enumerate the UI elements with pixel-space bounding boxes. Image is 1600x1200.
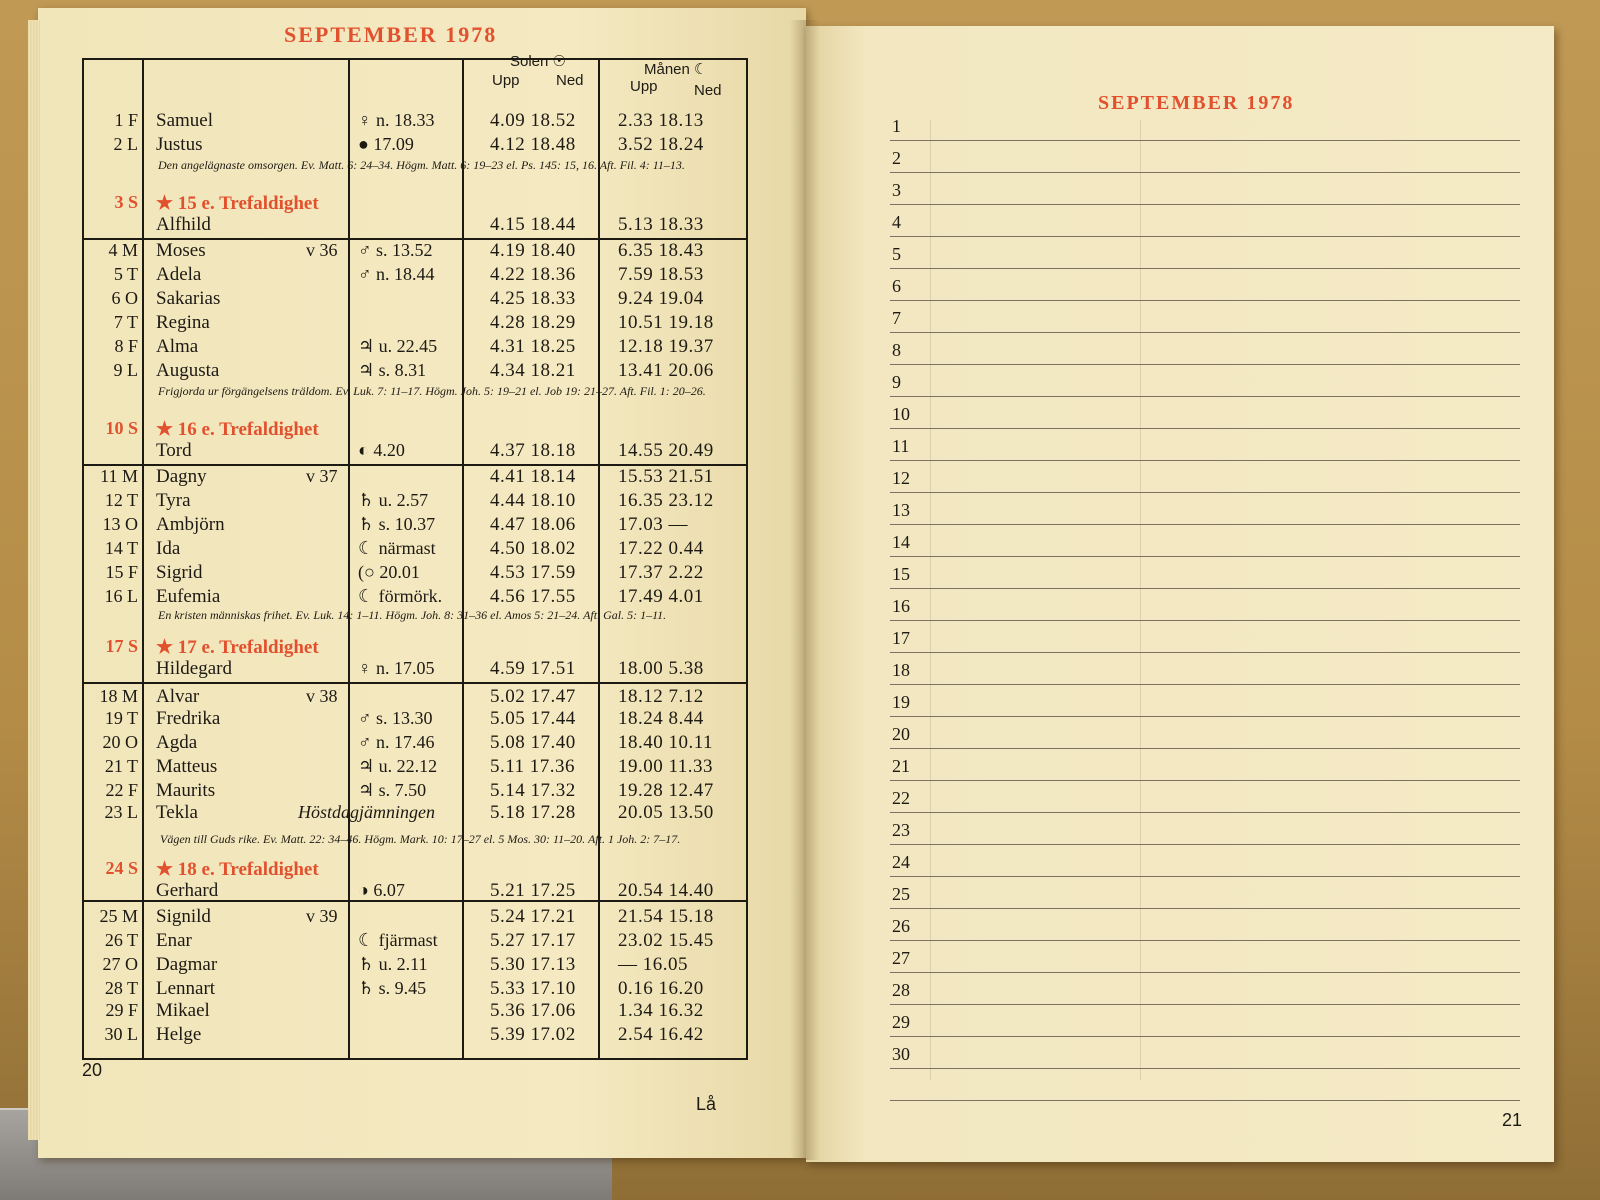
- note-line: [890, 1100, 1520, 1101]
- day-number: 16: [892, 596, 910, 616]
- day-label: 26 T: [104, 930, 138, 950]
- note-line: [890, 716, 1520, 717]
- day-label: 8 F: [114, 336, 138, 356]
- moon-times: 7.59 18.53: [618, 264, 704, 285]
- col-divider: [462, 60, 464, 1058]
- note-line: [890, 428, 1520, 429]
- week-divider: [84, 682, 746, 684]
- sunday-title: ★ 17 e. Trefaldighet: [156, 637, 319, 658]
- day-number: 2: [892, 148, 901, 168]
- note-line: [890, 684, 1520, 685]
- sun-times: 4.28 18.29: [490, 312, 576, 333]
- name-day: Enar: [156, 930, 192, 951]
- day-number: 27: [892, 948, 910, 968]
- astronomical-event: ♂ n. 17.46: [358, 732, 435, 752]
- note-line: [890, 940, 1520, 941]
- moon-times: 17.49 4.01: [618, 586, 704, 607]
- day-number: 1: [892, 116, 901, 136]
- moon-times: 16.35 23.12: [618, 490, 714, 511]
- sun-times: 4.34 18.21: [490, 360, 576, 381]
- note-line: [890, 780, 1520, 781]
- day-label: 24 S: [105, 858, 138, 878]
- moon-times: 3.52 18.24: [618, 134, 704, 155]
- sun-times: 4.19 18.40: [490, 240, 576, 261]
- sun-times: 5.05 17.44: [490, 708, 576, 729]
- day-label: 28 T: [104, 978, 138, 998]
- day-label: 27 O: [102, 954, 138, 974]
- day-label: 15 F: [105, 562, 138, 582]
- week-note: En kristen människas frihet. Ev. Luk. 14: 1–11. Högm. Joh. 8: 31–36 el. Amos 5: 21–24. Aft. Gal. 5: 1–11.: [158, 608, 667, 622]
- name-day: Signild: [156, 906, 211, 927]
- astronomical-event: ☾ närmast: [358, 538, 436, 558]
- day-label: 7 T: [113, 312, 138, 332]
- sun-times: 4.56 17.55: [490, 586, 576, 607]
- moon-times: 0.16 16.20: [618, 978, 704, 999]
- note-line: [890, 972, 1520, 973]
- astronomical-event: ♂ s. 13.30: [358, 708, 433, 728]
- name-day: Maurits: [156, 780, 216, 801]
- sun-times: 5.30 17.13: [490, 954, 576, 975]
- moon-times: 18.24 8.44: [618, 708, 704, 729]
- name-day: Mikael: [156, 1000, 210, 1021]
- day-label: 5 T: [113, 264, 138, 284]
- day-number: 17: [892, 628, 910, 648]
- moon-times: 17.37 2.22: [618, 562, 704, 583]
- day-number: 21: [892, 756, 910, 776]
- moon-times: 20.54 14.40: [618, 880, 714, 901]
- week-number: v 38: [306, 686, 338, 706]
- astronomical-event: ● 17.09: [358, 134, 414, 154]
- moon-header: Månen ☾: [644, 61, 708, 78]
- day-label: 6 O: [111, 288, 138, 308]
- astronomical-event: ☾ fjärmast: [358, 930, 438, 950]
- astronomical-event: ♂ s. 13.52: [358, 240, 433, 260]
- day-label: 10 S: [105, 418, 138, 438]
- note-line: [890, 652, 1520, 653]
- name-day: Samuel: [156, 110, 213, 131]
- page-number-left: 20: [82, 1060, 103, 1080]
- sun-rise-header: Upp: [492, 72, 520, 89]
- day-label: 16 L: [104, 586, 138, 606]
- sun-times: 4.25 18.33: [490, 288, 576, 309]
- sun-times: 5.36 17.06: [490, 1000, 576, 1021]
- day-number: 29: [892, 1012, 910, 1032]
- day-number: 24: [892, 852, 910, 872]
- moon-times: 21.54 15.18: [618, 906, 714, 927]
- name-day: Gerhard: [156, 880, 219, 901]
- name-day: Sakarias: [156, 288, 221, 309]
- astronomical-event: ☾ förmörk.: [358, 586, 443, 606]
- name-day: Sigrid: [156, 562, 203, 583]
- day-number: 5: [892, 244, 901, 264]
- sun-times: 4.59 17.51: [490, 658, 576, 679]
- sun-times: 4.15 18.44: [490, 214, 576, 235]
- note-line: [890, 300, 1520, 301]
- name-day: Regina: [156, 312, 210, 333]
- moon-times: 10.51 19.18: [618, 312, 714, 333]
- day-label: 9 L: [113, 360, 138, 380]
- faint-column-line: [1140, 120, 1141, 1080]
- week-number: v 36: [306, 240, 338, 260]
- sun-times: 5.21 17.25: [490, 880, 576, 901]
- name-day: Tord: [156, 440, 192, 461]
- day-number: 3: [892, 180, 901, 200]
- day-number: 22: [892, 788, 910, 808]
- moon-times: 17.03 —: [618, 514, 688, 535]
- name-day: Justus: [156, 134, 203, 155]
- moon-times: 14.55 20.49: [618, 440, 714, 461]
- note-line: [890, 268, 1520, 269]
- name-day: Dagny: [156, 466, 207, 487]
- day-number: 19: [892, 692, 910, 712]
- sun-times: 5.02 17.47: [490, 686, 576, 707]
- name-day: Adela: [156, 264, 202, 285]
- astronomical-event: ♄ u. 2.57: [358, 490, 429, 510]
- sun-set-header: Ned: [556, 72, 584, 89]
- day-number: 14: [892, 532, 910, 552]
- left-page-title: SEPTEMBER 1978: [284, 22, 498, 47]
- sun-times: 4.22 18.36: [490, 264, 576, 285]
- day-number: 7: [892, 308, 901, 328]
- astronomical-event: (○ 20.01: [358, 562, 420, 582]
- book-spine: [790, 20, 820, 1160]
- day-label: 1 F: [114, 110, 138, 130]
- name-day: Helge: [156, 1024, 202, 1045]
- name-day: Tyra: [156, 490, 191, 511]
- name-day: Alma: [156, 336, 199, 357]
- moon-times: 23.02 15.45: [618, 930, 714, 951]
- sun-times: 4.31 18.25: [490, 336, 576, 357]
- moon-times: 6.35 18.43: [618, 240, 704, 261]
- name-day: Augusta: [156, 360, 220, 381]
- day-label: 11 M: [100, 466, 138, 486]
- moon-times: 13.41 20.06: [618, 360, 714, 381]
- name-day: Tekla: [156, 802, 198, 823]
- day-number: 11: [892, 436, 910, 456]
- moon-times: 1.34 16.32: [618, 1000, 704, 1021]
- moon-times: 19.28 12.47: [618, 780, 714, 801]
- moon-times: 15.53 21.51: [618, 466, 714, 487]
- equinox-label: Höstdagjämningen: [298, 802, 435, 822]
- moon-times: 17.22 0.44: [618, 538, 704, 559]
- day-number: 18: [892, 660, 910, 680]
- astronomical-event: ♃ u. 22.45: [358, 336, 438, 356]
- note-line: [890, 876, 1520, 877]
- week-note: Vägen till Guds rike. Ev. Matt. 22: 34–46. Högm. Mark. 10: 17–27 el. 5 Mos. 30: 11–20. Aft. 1 Joh. 2: 7–17.: [160, 832, 681, 846]
- note-line: [890, 748, 1520, 749]
- sun-times: 5.24 17.21: [490, 906, 576, 927]
- day-number: 28: [892, 980, 910, 1000]
- name-day: Alfhild: [156, 214, 211, 235]
- note-line: [890, 492, 1520, 493]
- day-number: 30: [892, 1044, 910, 1064]
- sun-times: 4.09 18.52: [490, 110, 576, 131]
- note-line: [890, 844, 1520, 845]
- day-number: 15: [892, 564, 910, 584]
- col-divider: [598, 60, 600, 1058]
- note-line: [890, 396, 1520, 397]
- moon-times: — 16.05: [618, 954, 688, 975]
- note-line: [890, 140, 1520, 141]
- day-label: 18 M: [99, 686, 138, 706]
- moon-times: 18.40 10.11: [618, 732, 714, 753]
- astronomical-event: ◑ 6.07: [358, 880, 405, 900]
- name-day: Dagmar: [156, 954, 218, 975]
- day-label: 19 T: [104, 708, 138, 728]
- notes-lines: [890, 116, 1520, 1110]
- day-label: 25 M: [99, 906, 138, 926]
- sunday-title: ★ 18 e. Trefaldighet: [156, 859, 319, 880]
- week-number: v 37: [306, 466, 338, 486]
- astronomical-event: ♃ s. 7.50: [358, 780, 427, 800]
- day-number: 9: [892, 372, 901, 392]
- moon-times: 18.00 5.38: [618, 658, 704, 679]
- name-day: Matteus: [156, 756, 218, 777]
- astronomical-event: ♄ u. 2.11: [358, 954, 428, 974]
- astronomical-event: ♀ n. 18.33: [358, 110, 435, 130]
- note-line: [890, 172, 1520, 173]
- day-label: 29 F: [105, 1000, 138, 1020]
- sun-times: 5.08 17.40: [490, 732, 576, 753]
- moon-times: 2.33 18.13: [618, 110, 704, 131]
- note-line: [890, 524, 1520, 525]
- day-number: 20: [892, 724, 910, 744]
- moon-times: 12.18 19.37: [618, 336, 714, 357]
- day-label: 3 S: [114, 192, 138, 212]
- note-line: [890, 1036, 1520, 1037]
- sun-times: 5.14 17.32: [490, 780, 576, 801]
- astronomical-event: ♀ n. 17.05: [358, 658, 435, 678]
- footer-word: Lå: [696, 1094, 717, 1114]
- day-number: 26: [892, 916, 910, 936]
- name-day: Moses: [156, 240, 206, 261]
- page-leaf-edge: [28, 20, 40, 1140]
- name-day: Fredrika: [156, 708, 221, 729]
- col-divider: [142, 60, 144, 1058]
- day-label: 21 T: [104, 756, 138, 776]
- sun-times: 5.11 17.36: [490, 756, 576, 777]
- note-line: [890, 1004, 1520, 1005]
- sun-times: 4.50 18.02: [490, 538, 576, 559]
- astronomical-event: ♄ s. 9.45: [358, 978, 427, 998]
- day-label: 2 L: [113, 134, 138, 154]
- page-number-right: 21: [1502, 1110, 1523, 1130]
- note-line: [890, 236, 1520, 237]
- sun-times: 5.18 17.28: [490, 802, 576, 823]
- week-number: v 39: [306, 906, 338, 926]
- day-label: 20 O: [102, 732, 138, 752]
- day-number: 12: [892, 468, 910, 488]
- day-label: 4 M: [108, 240, 138, 260]
- sun-times: 4.47 18.06: [490, 514, 576, 535]
- sun-header: Solen ☉: [510, 53, 566, 70]
- day-number: 13: [892, 500, 910, 520]
- sun-times: 5.27 17.17: [490, 930, 576, 951]
- week-note: Den angelägnaste omsorgen. Ev. Matt. 6: 24–34. Högm. Matt. 6: 19–23 el. Ps. 145: 15, 16. Aft. Fil. 4: 11–13.: [158, 158, 685, 172]
- sunday-title: ★ 15 e. Trefaldighet: [156, 193, 319, 214]
- sun-times: 5.33 17.10: [490, 978, 576, 999]
- moon-times: 5.13 18.33: [618, 214, 704, 235]
- astronomical-event: ♃ s. 8.31: [358, 360, 427, 380]
- day-label: 13 O: [102, 514, 138, 534]
- sun-times: 4.41 18.14: [490, 466, 576, 487]
- right-page-title: SEPTEMBER 1978: [1098, 92, 1295, 114]
- astronomical-event: ♃ u. 22.12: [358, 756, 438, 776]
- day-number: 8: [892, 340, 901, 360]
- sun-times: 5.39 17.02: [490, 1024, 576, 1045]
- note-line: [890, 908, 1520, 909]
- name-day: Lennart: [156, 978, 216, 999]
- col-divider: [348, 60, 350, 1058]
- day-label: 17 S: [105, 636, 138, 656]
- astronomical-event: ◐ 4.20: [358, 440, 405, 460]
- moon-times: 19.00 11.33: [618, 756, 714, 777]
- sun-times: 4.44 18.10: [490, 490, 576, 511]
- note-line: [890, 1068, 1520, 1069]
- note-line: [890, 556, 1520, 557]
- note-line: [890, 620, 1520, 621]
- sun-times: 4.37 18.18: [490, 440, 576, 461]
- day-label: 23 L: [104, 802, 138, 822]
- day-number: 23: [892, 820, 910, 840]
- day-label: 12 T: [104, 490, 138, 510]
- day-label: 14 T: [104, 538, 138, 558]
- note-line: [890, 460, 1520, 461]
- moon-times: 2.54 16.42: [618, 1024, 704, 1045]
- astronomical-event: ♄ s. 10.37: [358, 514, 436, 534]
- moon-times: 20.05 13.50: [618, 802, 714, 823]
- day-number: 4: [892, 212, 901, 232]
- day-label: 22 F: [105, 780, 138, 800]
- faint-column-line: [930, 120, 931, 1080]
- name-day: Agda: [156, 732, 198, 753]
- sun-times: 4.53 17.59: [490, 562, 576, 583]
- moon-set-header: Ned: [694, 82, 722, 99]
- note-line: [890, 812, 1520, 813]
- week-note: Frigjorda ur förgängelsens träldom. Ev. Luk. 7: 11–17. Högm. Joh. 5: 19–21 el. Job 19: 21–27. Aft. Fil. 1: 20–26.: [158, 384, 706, 398]
- moon-times: 9.24 19.04: [618, 288, 704, 309]
- name-day: Ida: [156, 538, 181, 559]
- name-day: Eufemia: [156, 586, 221, 607]
- sun-times: 4.12 18.48: [490, 134, 576, 155]
- note-line: [890, 588, 1520, 589]
- note-line: [890, 204, 1520, 205]
- sunday-title: ★ 16 e. Trefaldighet: [156, 419, 319, 440]
- note-line: [890, 332, 1520, 333]
- astronomical-event: ♂ n. 18.44: [358, 264, 435, 284]
- day-label: 30 L: [104, 1024, 138, 1044]
- name-day: Hildegard: [156, 658, 232, 679]
- name-day: Ambjörn: [156, 514, 225, 535]
- day-number: 10: [892, 404, 910, 424]
- note-line: [890, 364, 1520, 365]
- moon-times: 18.12 7.12: [618, 686, 704, 707]
- day-number: 6: [892, 276, 901, 296]
- day-number: 25: [892, 884, 910, 904]
- moon-rise-header: Upp: [630, 78, 658, 95]
- name-day: Alvar: [156, 686, 200, 707]
